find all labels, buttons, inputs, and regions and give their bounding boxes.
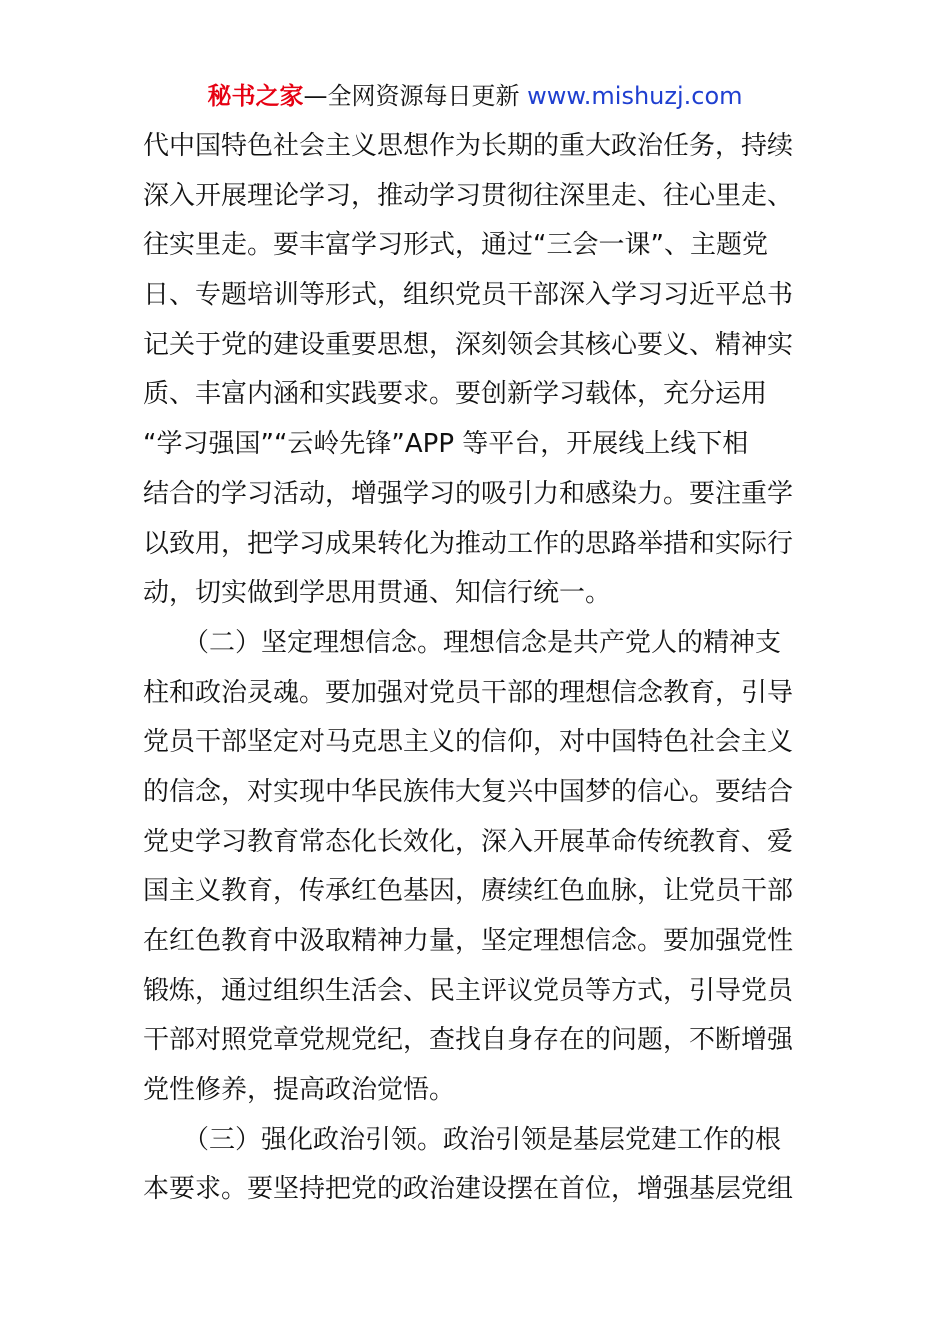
text-line: 动，切实做到学思用贯通、知信行统一。 (143, 578, 612, 609)
text-line: 干部对照党章党规党纪，查找自身存在的问题，不断增强 (143, 1025, 794, 1056)
site-brand: 秘书之家 (207, 82, 304, 110)
paragraph-heading-line: （二）坚定理想信念。理想信念是共产党人的精神支 (183, 627, 782, 658)
text-line: 本要求。要坚持把党的政治建设摆在首位，增强基层党组 (143, 1174, 794, 1205)
text-line: 锻炼，通过组织生活会、民主评议党员等方式，引导党员 (143, 975, 794, 1006)
text-line: 质、丰富内涵和实践要求。要创新学习载体，充分运用 (143, 379, 768, 410)
site-url-link[interactable]: www.mishuzj.com (527, 82, 743, 110)
document-body (143, 122, 807, 1215)
site-tagline: —全网资源每日更新 (303, 82, 528, 110)
text-line: 党员干部坚定对马克思主义的信仰，对中国特色社会主义 (143, 727, 794, 758)
text-line: 柱和政治灵魂。要加强对党员干部的理想信念教育，引导 (143, 677, 794, 708)
text-line: 深入开展理论学习，推动学习贯彻往深里走、往心里走、 (143, 180, 794, 211)
text-line: 代中国特色社会主义思想作为长期的重大政治任务，持续 (143, 131, 794, 161)
text-line: 的信念，对实现中华民族伟大复兴中国梦的信心。要结合 (143, 776, 794, 807)
site-header (0, 80, 950, 112)
text-line: 以致用，把学习成果转化为推动工作的思路举措和实际行 (143, 528, 794, 559)
text-line: 在红色教育中汲取精神力量，坚定理想信念。要加强党性 (143, 926, 794, 956)
text-line: 往实里走。要丰富学习形式，通过“三会一课”、主题党 (143, 230, 768, 261)
text-line: 国主义教育，传承红色基因，赓续红色血脉，让党员干部 (143, 876, 794, 907)
text-line: 党史学习教育常态化长效化，深入开展革命传统教育、爱 (143, 826, 794, 857)
text-line: 日、专题培训等形式，组织党员干部深入学习习近平总书 (143, 280, 794, 311)
text-line: 结合的学习活动，增强学习的吸引力和感染力。要注重学 (143, 478, 794, 509)
text-line: 党性修养，提高政治觉悟。 (143, 1075, 456, 1106)
text-line: “学习强国”“云岭先锋”APP 等平台，开展线上线下相 (143, 429, 749, 460)
paragraph-heading-line: （三）强化政治引领。政治引领是基层党建工作的根 (183, 1124, 782, 1155)
text-line: 记关于党的建设重要思想，深刻领会其核心要义、精神实 (143, 329, 794, 360)
